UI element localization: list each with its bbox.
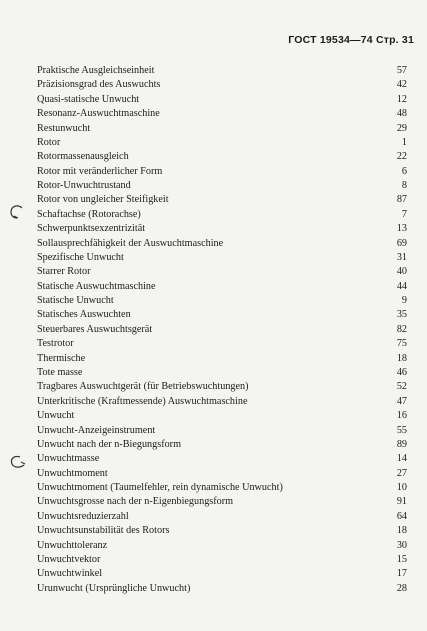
index-row [0,280,427,294]
index-page-number: 15 [396,553,407,565]
index-row [0,481,427,495]
index-page-number: 6 [401,165,407,177]
index-row [0,495,427,509]
index-term: Unwuchtvektor [37,553,101,565]
index-term: Quasi-statische Unwucht [37,93,140,105]
index-row [0,308,427,322]
index-row [0,78,427,92]
index-page-number: 64 [396,510,407,522]
index-page-number: 55 [396,424,407,436]
index-term: Statische Auswuchtmaschine [37,280,156,292]
index-page-number: 22 [396,151,407,163]
index-page-number: 27 [396,467,407,479]
index-page-number: 18 [396,352,407,364]
index-row [0,438,427,452]
index-term: Unwuchtsgrosse nach der n-Eigenbiegungsform [37,496,234,508]
index-row [0,122,427,136]
index-page-number: 82 [396,323,407,335]
index-term: Unwucht nach der n-Biegungsform [37,438,182,450]
index-term: Rotor [37,136,61,148]
index-page-number: 48 [396,108,407,120]
index-term: Steuerbares Auswuchtsgerät [37,323,153,335]
index-term: Schwerpunktsexzentrizität [37,223,146,235]
index-page-number: 28 [396,582,407,594]
index-page-number: 7 [401,208,407,220]
index-page-number: 47 [396,395,407,407]
index-term: Unwuchtmasse [37,453,100,465]
index-row [0,222,427,236]
index-term: Rotor von ungleicher Steifigkeit [37,194,169,206]
index-page-number: 44 [396,280,407,292]
index-page-number: 31 [396,251,407,263]
index-row [0,193,427,207]
index-row [0,567,427,581]
index-row [0,237,427,251]
index-row [0,366,427,380]
index-row [0,395,427,409]
index-page-number: 29 [396,122,407,134]
index-term: Präzisionsgrad des Auswuchts [37,79,161,91]
index-page-number: 18 [396,525,407,537]
index-term: Unwuchtmoment [37,467,108,479]
index-page-number: 8 [401,180,407,192]
index-row [0,208,427,222]
index-row [0,337,427,351]
index-term: Rotor-Unwuchtrustand [37,180,131,192]
index-row [0,539,427,553]
index-term: Starrer Rotor [37,266,91,278]
index-row [0,251,427,265]
page-header: ГОСТ 19534—74 Стр. 31 [288,34,414,46]
index-row [0,380,427,394]
index-page-number: 17 [396,568,407,580]
index-row [0,582,427,596]
index-term: Restunwucht [37,122,91,134]
index-term: Resonanz-Auswuchtmaschine [37,108,160,120]
index-term: Testrotor [37,338,74,350]
index-page-number: 1 [401,136,407,148]
index-term: Unwuchttoleranz [37,539,108,551]
index-row [0,452,427,466]
index-term: Praktische Ausgleichseinheit [37,65,155,76]
index-row [0,150,427,164]
index-term: Urunwucht (Ursprüngliche Unwucht) [37,582,191,594]
index-term: Rotormassenausgleich [37,151,129,163]
index-page-number: 13 [396,223,407,235]
index-page-number: 89 [396,438,407,450]
index-term: Unwuchtwinkel [37,568,103,580]
index-term: Spezifische Unwucht [37,251,124,263]
index-term: Unwuchtmoment (Taumelfehler, rein dynamische Unwucht) [37,482,283,494]
index-row [0,265,427,279]
index-row [0,93,427,107]
index-term: Unwucht [37,410,75,422]
index-term: Tragbares Auswuchtgerät (für Betriebswuchtungen) [37,381,249,393]
index-row [0,553,427,567]
index-row [0,352,427,366]
index-page-number: 46 [396,366,407,378]
index-page-number: 12 [396,93,407,105]
index-page-number: 52 [396,381,407,393]
index-page-number: 75 [396,338,407,350]
index-page-number: 35 [396,309,407,321]
index-term: Schaftachse (Rotorachse) [37,208,141,220]
index-row [0,294,427,308]
index-term: Unwucht-Anzeigeinstrument [37,424,156,436]
index-page-number: 57 [396,65,407,76]
index-term: Tote masse [37,366,83,378]
index-term: Unwuchtsunstabilität des Rotors [37,525,170,537]
index-term: Unterkritische (Kraftmessende) Auswuchtmaschine [37,395,248,407]
index-term: Rotor mit veränderlicher Form [37,165,163,177]
index-row [0,510,427,524]
index-page-number: 42 [396,79,407,91]
index-row [0,64,427,78]
index-term: Statische Unwucht [37,295,114,307]
index-page-number: 16 [396,410,407,422]
index-row [0,165,427,179]
index-page-number: 91 [396,496,407,508]
index-page-number: 14 [396,453,407,465]
index-row [0,179,427,193]
index-term: Statisches Auswuchten [37,309,131,321]
index-page-number: 69 [396,237,407,249]
index-term: Sollausprechfähigkeit der Auswuchtmaschine [37,237,224,249]
index-term: Unwuchtsreduzierzahl [37,510,129,522]
index-page-number: 87 [396,194,407,206]
index-row [0,136,427,150]
index-row [0,424,427,438]
index-page-number: 30 [396,539,407,551]
index-row [0,524,427,538]
index-term: Thermische [37,352,86,364]
index-page-number: 40 [396,266,407,278]
index-row [0,409,427,423]
index-row [0,107,427,121]
index-row [0,323,427,337]
index-row [0,467,427,481]
index-page-number: 10 [396,482,407,494]
index-page-number: 9 [401,295,407,307]
